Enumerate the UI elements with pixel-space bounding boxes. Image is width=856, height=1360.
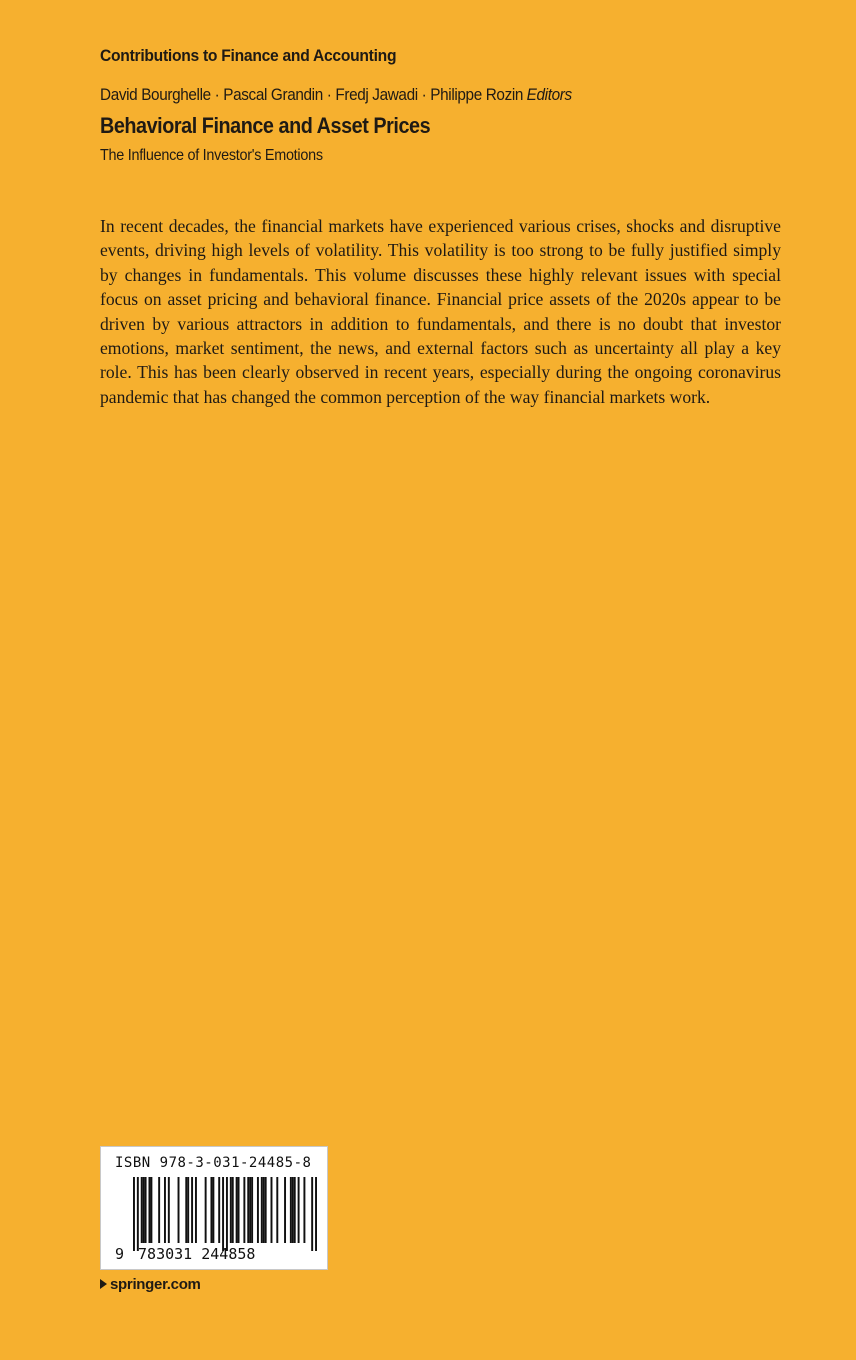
editor-names: David Bourghelle · Pascal Grandin · Fredj Jawadi · Philippe Rozin (100, 85, 524, 104)
barcode-bar (257, 1177, 259, 1243)
barcode-bar (150, 1177, 152, 1243)
isbn-digits (115, 1245, 255, 1263)
barcode-bar (158, 1177, 160, 1243)
editors-line (100, 85, 572, 105)
barcode-bar (232, 1177, 234, 1243)
barcode-bar (263, 1177, 265, 1243)
barcode-bar (187, 1177, 189, 1243)
publisher-website[interactable] (100, 1276, 201, 1293)
book-subtitle: The Influence of Investor's Emotions (100, 147, 323, 164)
barcode-bar (168, 1177, 170, 1243)
barcode-bar (230, 1177, 232, 1243)
isbn-barcode-box (100, 1146, 328, 1270)
barcode-bar (185, 1177, 187, 1243)
editors-role: Editors (526, 85, 572, 104)
series-name: Contributions to Finance and Accounting (100, 46, 397, 65)
barcode-bar (212, 1177, 214, 1243)
barcode-bar (284, 1177, 286, 1243)
isbn-digit-rest: 783031 244858 (138, 1245, 256, 1263)
barcode-bar (210, 1177, 212, 1243)
barcode-bar (164, 1177, 166, 1243)
barcode-bar (292, 1177, 294, 1243)
barcode-bar (205, 1177, 207, 1243)
barcode-bar (276, 1177, 278, 1243)
barcode-bar (271, 1177, 273, 1243)
triangle-right-icon (100, 1279, 107, 1289)
barcode-bar (148, 1177, 150, 1243)
barcode-bar (222, 1177, 224, 1251)
barcode-bar (137, 1177, 139, 1251)
barcode-bar (303, 1177, 305, 1243)
barcode-bar (141, 1177, 143, 1243)
barcode-bar (311, 1177, 313, 1251)
barcode-bar (191, 1177, 193, 1243)
barcode-bar (236, 1177, 238, 1243)
barcode-bar (265, 1177, 267, 1243)
barcode-bar (226, 1177, 228, 1251)
barcode-bar (261, 1177, 263, 1243)
isbn-digit-first: 9 (115, 1245, 125, 1263)
barcode-bar (178, 1177, 180, 1243)
book-title: Behavioral Finance and Asset Prices (100, 113, 431, 138)
barcode-bar (238, 1177, 240, 1243)
barcode-bar (294, 1177, 296, 1243)
barcode-bar (218, 1177, 220, 1243)
barcode-bar (243, 1177, 245, 1243)
isbn-label: ISBN 978-3-031-24485-8 (115, 1155, 312, 1171)
barcode-bar (133, 1177, 135, 1251)
barcode-bar (315, 1177, 317, 1251)
book-description: In recent decades, the financial markets have experienced various crises, shocks and disruptive events, driving high levels of volatility. This volatility is too strong to be fully justified simply by changes in fundamentals. This volume discusses these highly relevant issues with special focus on asset pricing and behavioral finance. Financial price assets of the 2020s appear to be driven by various attractors in addition to fundamentals, and there is no doubt that investor emotions, market sentiment, the news, and external factors such as uncertainty all play a key role. This has been clearly observed in recent years, especially during the ongoing coronavirus pandemic that has changed the common perception of the way financial markets work. (100, 216, 781, 407)
website-text: springer.com (110, 1276, 201, 1293)
barcode-bar (249, 1177, 251, 1243)
barcode-bar (251, 1177, 253, 1243)
barcode-bar (290, 1177, 292, 1243)
barcode-bar (143, 1177, 145, 1243)
barcode-bar (145, 1177, 147, 1243)
barcode-graphic (133, 1177, 317, 1251)
barcode-bar (195, 1177, 197, 1243)
barcode-bar (247, 1177, 249, 1243)
barcode-bar (298, 1177, 300, 1243)
